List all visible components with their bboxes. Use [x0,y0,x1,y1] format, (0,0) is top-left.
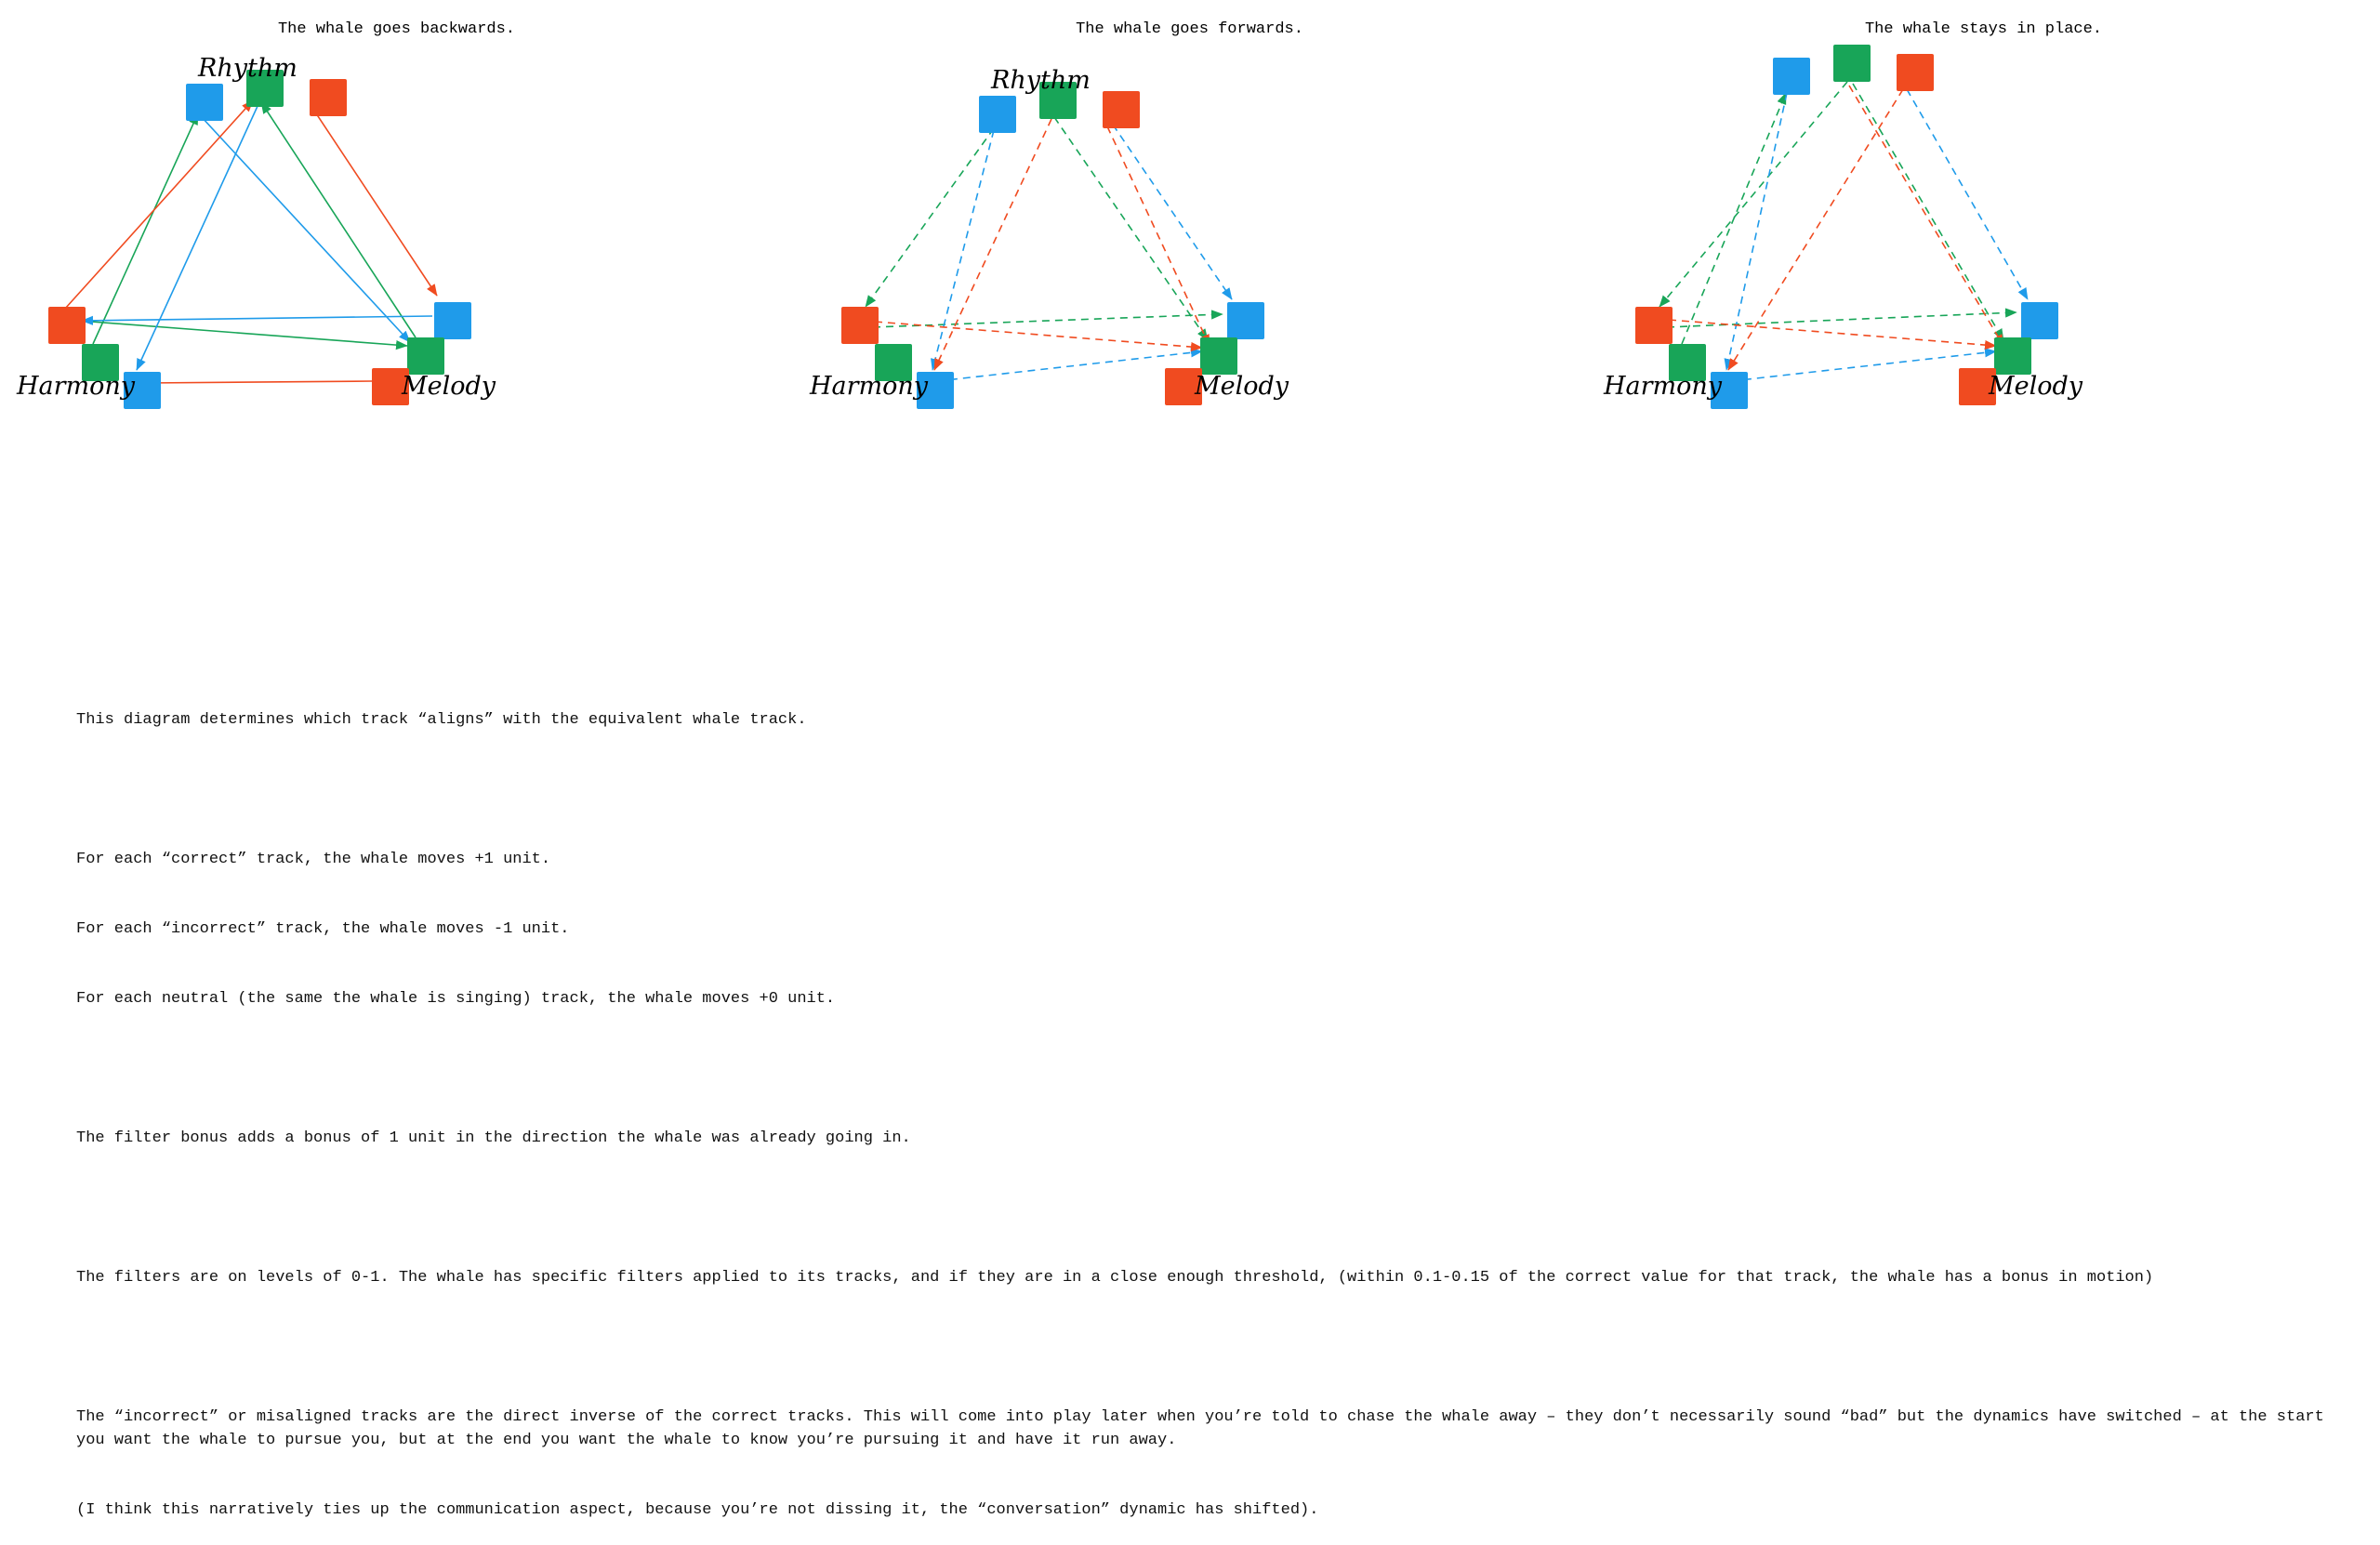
axis-label-rhythm: Rhythm [991,66,1091,95]
node-melody-blue[interactable] [434,302,471,339]
note-line-1: This diagram determines which track “aligns” with the equivalent whale track. [76,711,807,729]
axis-label-melody: Melody [1989,372,2083,401]
node-rhythm-green[interactable] [1833,45,1871,82]
node-harmony-orange[interactable] [1635,307,1673,344]
edge-layer [793,0,1586,651]
axis-label-melody: Melody [402,372,496,401]
node-melody-green[interactable] [1994,337,2031,375]
node-rhythm-blue[interactable] [186,84,223,121]
panel-whale-goes-forwards [793,0,1586,651]
diagram-area [0,0,2380,651]
node-melody-blue[interactable] [2021,302,2058,339]
notes-block [76,662,2334,1545]
panel-whale-goes-backwards [0,0,793,651]
edge-layer [1587,0,2380,651]
panel-caption: The whale goes forwards. [1076,20,1303,38]
note-line-6: The filters are on levels of 0-1. The whale has specific filters applied to its tracks, and if they are in a close enough threshold, (within 0.1-0.15 of the correct value for that track, the whale has a bonus in motion) [76,1269,2154,1287]
node-rhythm-orange[interactable] [1103,91,1140,128]
panel-whale-stays-in-place [1587,0,2380,651]
note-line-2: For each “correct” track, the whale moves +1 unit. [76,851,551,868]
node-rhythm-orange[interactable] [310,79,347,116]
axis-label-melody: Melody [1195,372,1289,401]
node-melody-green[interactable] [1200,337,1237,375]
node-rhythm-blue[interactable] [1773,58,1810,95]
panel-caption: The whale stays in place. [1864,20,2103,38]
note-line-5: The filter bonus adds a bonus of 1 unit in the direction the whale was already going in. [76,1129,911,1147]
axis-label-harmony: Harmony [17,372,136,401]
node-harmony-orange[interactable] [841,307,879,344]
node-melody-blue[interactable] [1227,302,1264,339]
note-spacer [76,1196,2326,1220]
axis-label-rhythm: Rhythm [198,54,298,83]
note-line-3: For each “incorrect” track, the whale moves -1 unit. [76,920,570,938]
node-rhythm-orange[interactable] [1897,54,1934,91]
note-spacer [76,778,2326,801]
axis-label-harmony: Harmony [810,372,929,401]
edge-layer [0,0,793,651]
note-spacer [76,1336,2326,1359]
note-spacer [76,1057,2326,1080]
note-line-7: The “incorrect” or misaligned tracks are the direct inverse of the correct tracks. This will come into play later when you’re told to chase the whale away – they don’t necessarily sound “bad” but the dynamics have switched – at the start you want the whale to pursue you, but at the end you want the whale to know you’re pursuing it and have it run away. [76,1408,2334,1449]
node-harmony-orange[interactable] [48,307,86,344]
node-melody-green[interactable] [407,337,444,375]
note-line-4: For each neutral (the same the whale is singing) track, the whale moves +0 unit. [76,990,836,1008]
note-line-8: (I think this narratively ties up the communication aspect, because you’re not dissing it, the “conversation” dynamic has shifted). [76,1501,1319,1519]
axis-label-harmony: Harmony [1604,372,1723,401]
panel-caption: The whale goes backwards. [277,20,516,38]
node-rhythm-blue[interactable] [979,96,1016,133]
